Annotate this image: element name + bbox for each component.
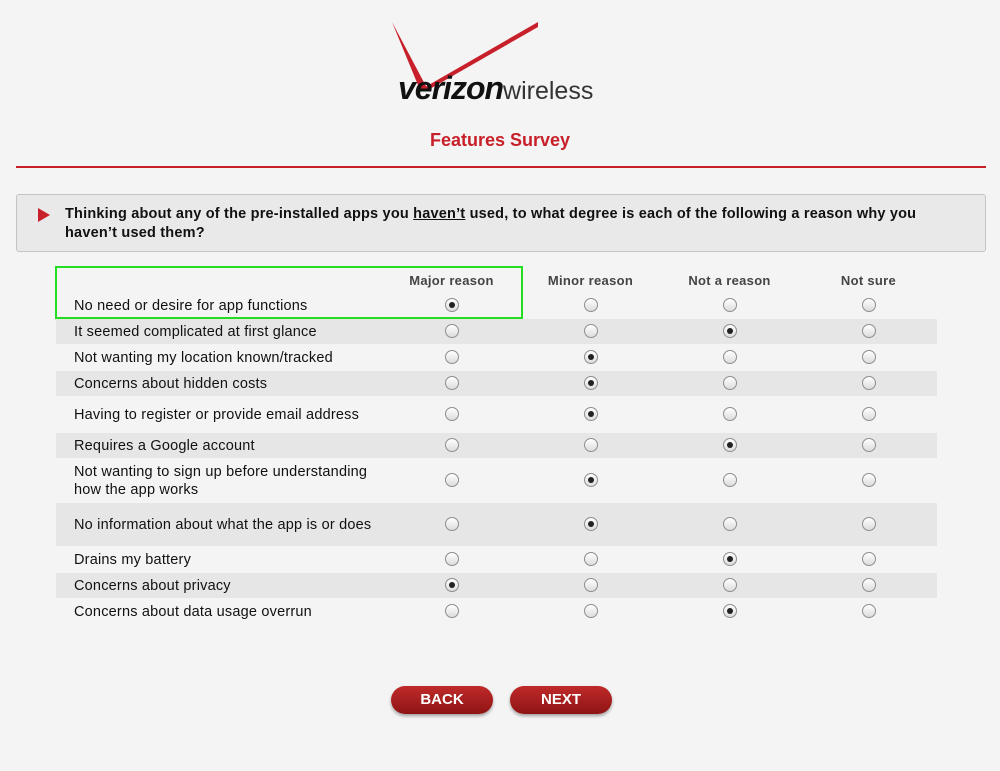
row-label: Not wanting to sign up before understanding how the app works xyxy=(74,463,368,498)
radio-major-reason[interactable] xyxy=(445,552,459,566)
radio-cell-major-reason xyxy=(382,472,521,490)
radio-not-sure[interactable] xyxy=(862,350,876,364)
radio-cell-major-reason xyxy=(382,603,521,621)
radio-cell-not-a-reason xyxy=(660,551,799,569)
radio-not-sure[interactable] xyxy=(862,407,876,421)
question-arrow-icon xyxy=(38,208,50,222)
response-grid xyxy=(56,268,937,625)
radio-not-a-reason[interactable] xyxy=(723,298,737,312)
grid-row xyxy=(56,503,937,547)
radio-cell-minor-reason xyxy=(521,603,660,621)
question-text xyxy=(65,205,965,243)
radio-minor-reason[interactable] xyxy=(584,473,598,487)
radio-minor-reason[interactable] xyxy=(584,552,598,566)
radio-major-reason[interactable] xyxy=(445,350,459,364)
question-emphasis: haven’t xyxy=(413,206,466,222)
question-text-part1: Thinking about any of the pre-installed apps you xyxy=(65,206,414,222)
grid-row xyxy=(56,397,937,433)
radio-cell-major-reason xyxy=(382,375,521,393)
radio-cell-minor-reason xyxy=(521,472,660,490)
row-label: Requires a Google account xyxy=(74,437,255,454)
radio-cell-minor-reason xyxy=(521,516,660,534)
radio-cell-not-sure xyxy=(799,297,938,315)
radio-not-sure[interactable] xyxy=(862,552,876,566)
radio-minor-reason[interactable] xyxy=(584,604,598,618)
radio-major-reason[interactable] xyxy=(445,473,459,487)
radio-cell-major-reason xyxy=(382,551,521,569)
radio-minor-reason[interactable] xyxy=(584,407,598,421)
question-text-part2: used, to what degree is each of the following a reason why you haven’t used them? xyxy=(65,206,917,241)
back-button[interactable]: BACK xyxy=(391,686,493,714)
radio-cell-minor-reason xyxy=(521,323,660,341)
radio-cell-not-a-reason xyxy=(660,375,799,393)
row-label: No information about what the app is or does xyxy=(74,516,372,533)
radio-not-sure[interactable] xyxy=(862,517,876,531)
radio-major-reason[interactable] xyxy=(445,438,459,452)
radio-cell-not-sure xyxy=(799,472,938,490)
radio-cell-not-a-reason xyxy=(660,323,799,341)
radio-cell-major-reason xyxy=(382,349,521,367)
radio-cell-not-a-reason xyxy=(660,516,799,534)
column-header-major-reason: Major reason xyxy=(409,273,494,288)
column-header-minor-reason: Minor reason xyxy=(547,273,634,288)
grid-row xyxy=(56,293,937,319)
page-title: Features Survey xyxy=(429,130,571,150)
radio-major-reason[interactable] xyxy=(445,578,459,592)
radio-major-reason[interactable] xyxy=(445,376,459,390)
logo-brand: verizon xyxy=(398,70,504,106)
radio-not-a-reason[interactable] xyxy=(723,350,737,364)
radio-not-sure[interactable] xyxy=(862,604,876,618)
grid-row xyxy=(56,573,937,599)
radio-minor-reason[interactable] xyxy=(584,517,598,531)
radio-cell-minor-reason xyxy=(521,375,660,393)
grid-rows xyxy=(56,293,937,625)
radio-cell-not-sure xyxy=(799,577,938,595)
row-label: It seemed complicated at first glance xyxy=(74,323,317,340)
radio-cell-major-reason xyxy=(382,516,521,534)
radio-cell-not-a-reason xyxy=(660,472,799,490)
radio-major-reason[interactable] xyxy=(445,517,459,531)
radio-not-sure[interactable] xyxy=(862,438,876,452)
radio-cell-minor-reason xyxy=(521,551,660,569)
radio-not-a-reason[interactable] xyxy=(723,517,737,531)
radio-cell-major-reason xyxy=(382,323,521,341)
radio-cell-minor-reason xyxy=(521,437,660,455)
radio-cell-major-reason xyxy=(382,577,521,595)
radio-not-sure[interactable] xyxy=(862,473,876,487)
verizon-wireless-logo xyxy=(380,18,640,113)
radio-cell-major-reason xyxy=(382,297,521,315)
radio-cell-not-sure xyxy=(799,437,938,455)
logo-suffix: wireless xyxy=(503,77,594,105)
radio-not-a-reason[interactable] xyxy=(723,376,737,390)
radio-minor-reason[interactable] xyxy=(584,438,598,452)
row-label: Concerns about hidden costs xyxy=(74,375,268,392)
radio-cell-not-a-reason xyxy=(660,437,799,455)
radio-cell-not-sure xyxy=(799,406,938,424)
radio-not-a-reason[interactable] xyxy=(723,604,737,618)
radio-minor-reason[interactable] xyxy=(584,324,598,338)
radio-cell-not-sure xyxy=(799,349,938,367)
radio-major-reason[interactable] xyxy=(445,324,459,338)
column-header-not-a-reason: Not a reason xyxy=(688,273,771,288)
header-label-spacer xyxy=(56,268,382,293)
radio-not-sure[interactable] xyxy=(862,578,876,592)
radio-major-reason[interactable] xyxy=(445,604,459,618)
radio-cell-not-a-reason xyxy=(660,297,799,315)
grid-row xyxy=(56,319,937,345)
radio-cell-not-sure xyxy=(799,551,938,569)
radio-major-reason[interactable] xyxy=(445,407,459,421)
radio-cell-minor-reason xyxy=(521,349,660,367)
grid-header xyxy=(56,268,937,293)
radio-cell-major-reason xyxy=(382,406,521,424)
column-header-not-sure: Not sure xyxy=(840,273,897,288)
radio-cell-minor-reason xyxy=(521,297,660,315)
radio-minor-reason[interactable] xyxy=(584,350,598,364)
radio-not-sure[interactable] xyxy=(862,298,876,312)
radio-cell-not-a-reason xyxy=(660,577,799,595)
row-label: Having to register or provide email address xyxy=(74,406,360,423)
grid-row xyxy=(56,459,937,503)
next-button[interactable]: NEXT xyxy=(510,686,612,714)
title-divider xyxy=(16,166,986,168)
radio-not-sure[interactable] xyxy=(862,376,876,390)
radio-not-a-reason[interactable] xyxy=(723,438,737,452)
radio-cell-not-sure xyxy=(799,603,938,621)
radio-not-a-reason[interactable] xyxy=(723,578,737,592)
radio-cell-minor-reason xyxy=(521,406,660,424)
grid-row xyxy=(56,433,937,459)
radio-cell-not-a-reason xyxy=(660,603,799,621)
logo-wordmark xyxy=(398,68,593,111)
radio-not-sure[interactable] xyxy=(862,324,876,338)
radio-cell-not-sure xyxy=(799,516,938,534)
radio-cell-not-sure xyxy=(799,375,938,393)
radio-cell-not-a-reason xyxy=(660,406,799,424)
radio-cell-not-a-reason xyxy=(660,349,799,367)
radio-not-a-reason[interactable] xyxy=(723,407,737,421)
radio-cell-minor-reason xyxy=(521,577,660,595)
row-label: No need or desire for app functions xyxy=(74,297,308,314)
grid-row xyxy=(56,371,937,397)
radio-cell-major-reason xyxy=(382,437,521,455)
radio-major-reason[interactable] xyxy=(445,298,459,312)
grid-row xyxy=(56,547,937,573)
radio-not-a-reason[interactable] xyxy=(723,324,737,338)
row-label: Concerns about privacy xyxy=(74,577,231,594)
radio-not-a-reason[interactable] xyxy=(723,473,737,487)
row-label: Not wanting my location known/tracked xyxy=(74,349,333,366)
grid-row xyxy=(56,599,937,625)
radio-minor-reason[interactable] xyxy=(584,578,598,592)
radio-cell-not-sure xyxy=(799,323,938,341)
radio-minor-reason[interactable] xyxy=(584,376,598,390)
row-label: Concerns about data usage overrun xyxy=(74,603,312,620)
radio-not-a-reason[interactable] xyxy=(723,552,737,566)
row-label: Drains my battery xyxy=(74,551,192,568)
question-box xyxy=(16,194,986,252)
radio-minor-reason[interactable] xyxy=(584,298,598,312)
grid-row xyxy=(56,345,937,371)
